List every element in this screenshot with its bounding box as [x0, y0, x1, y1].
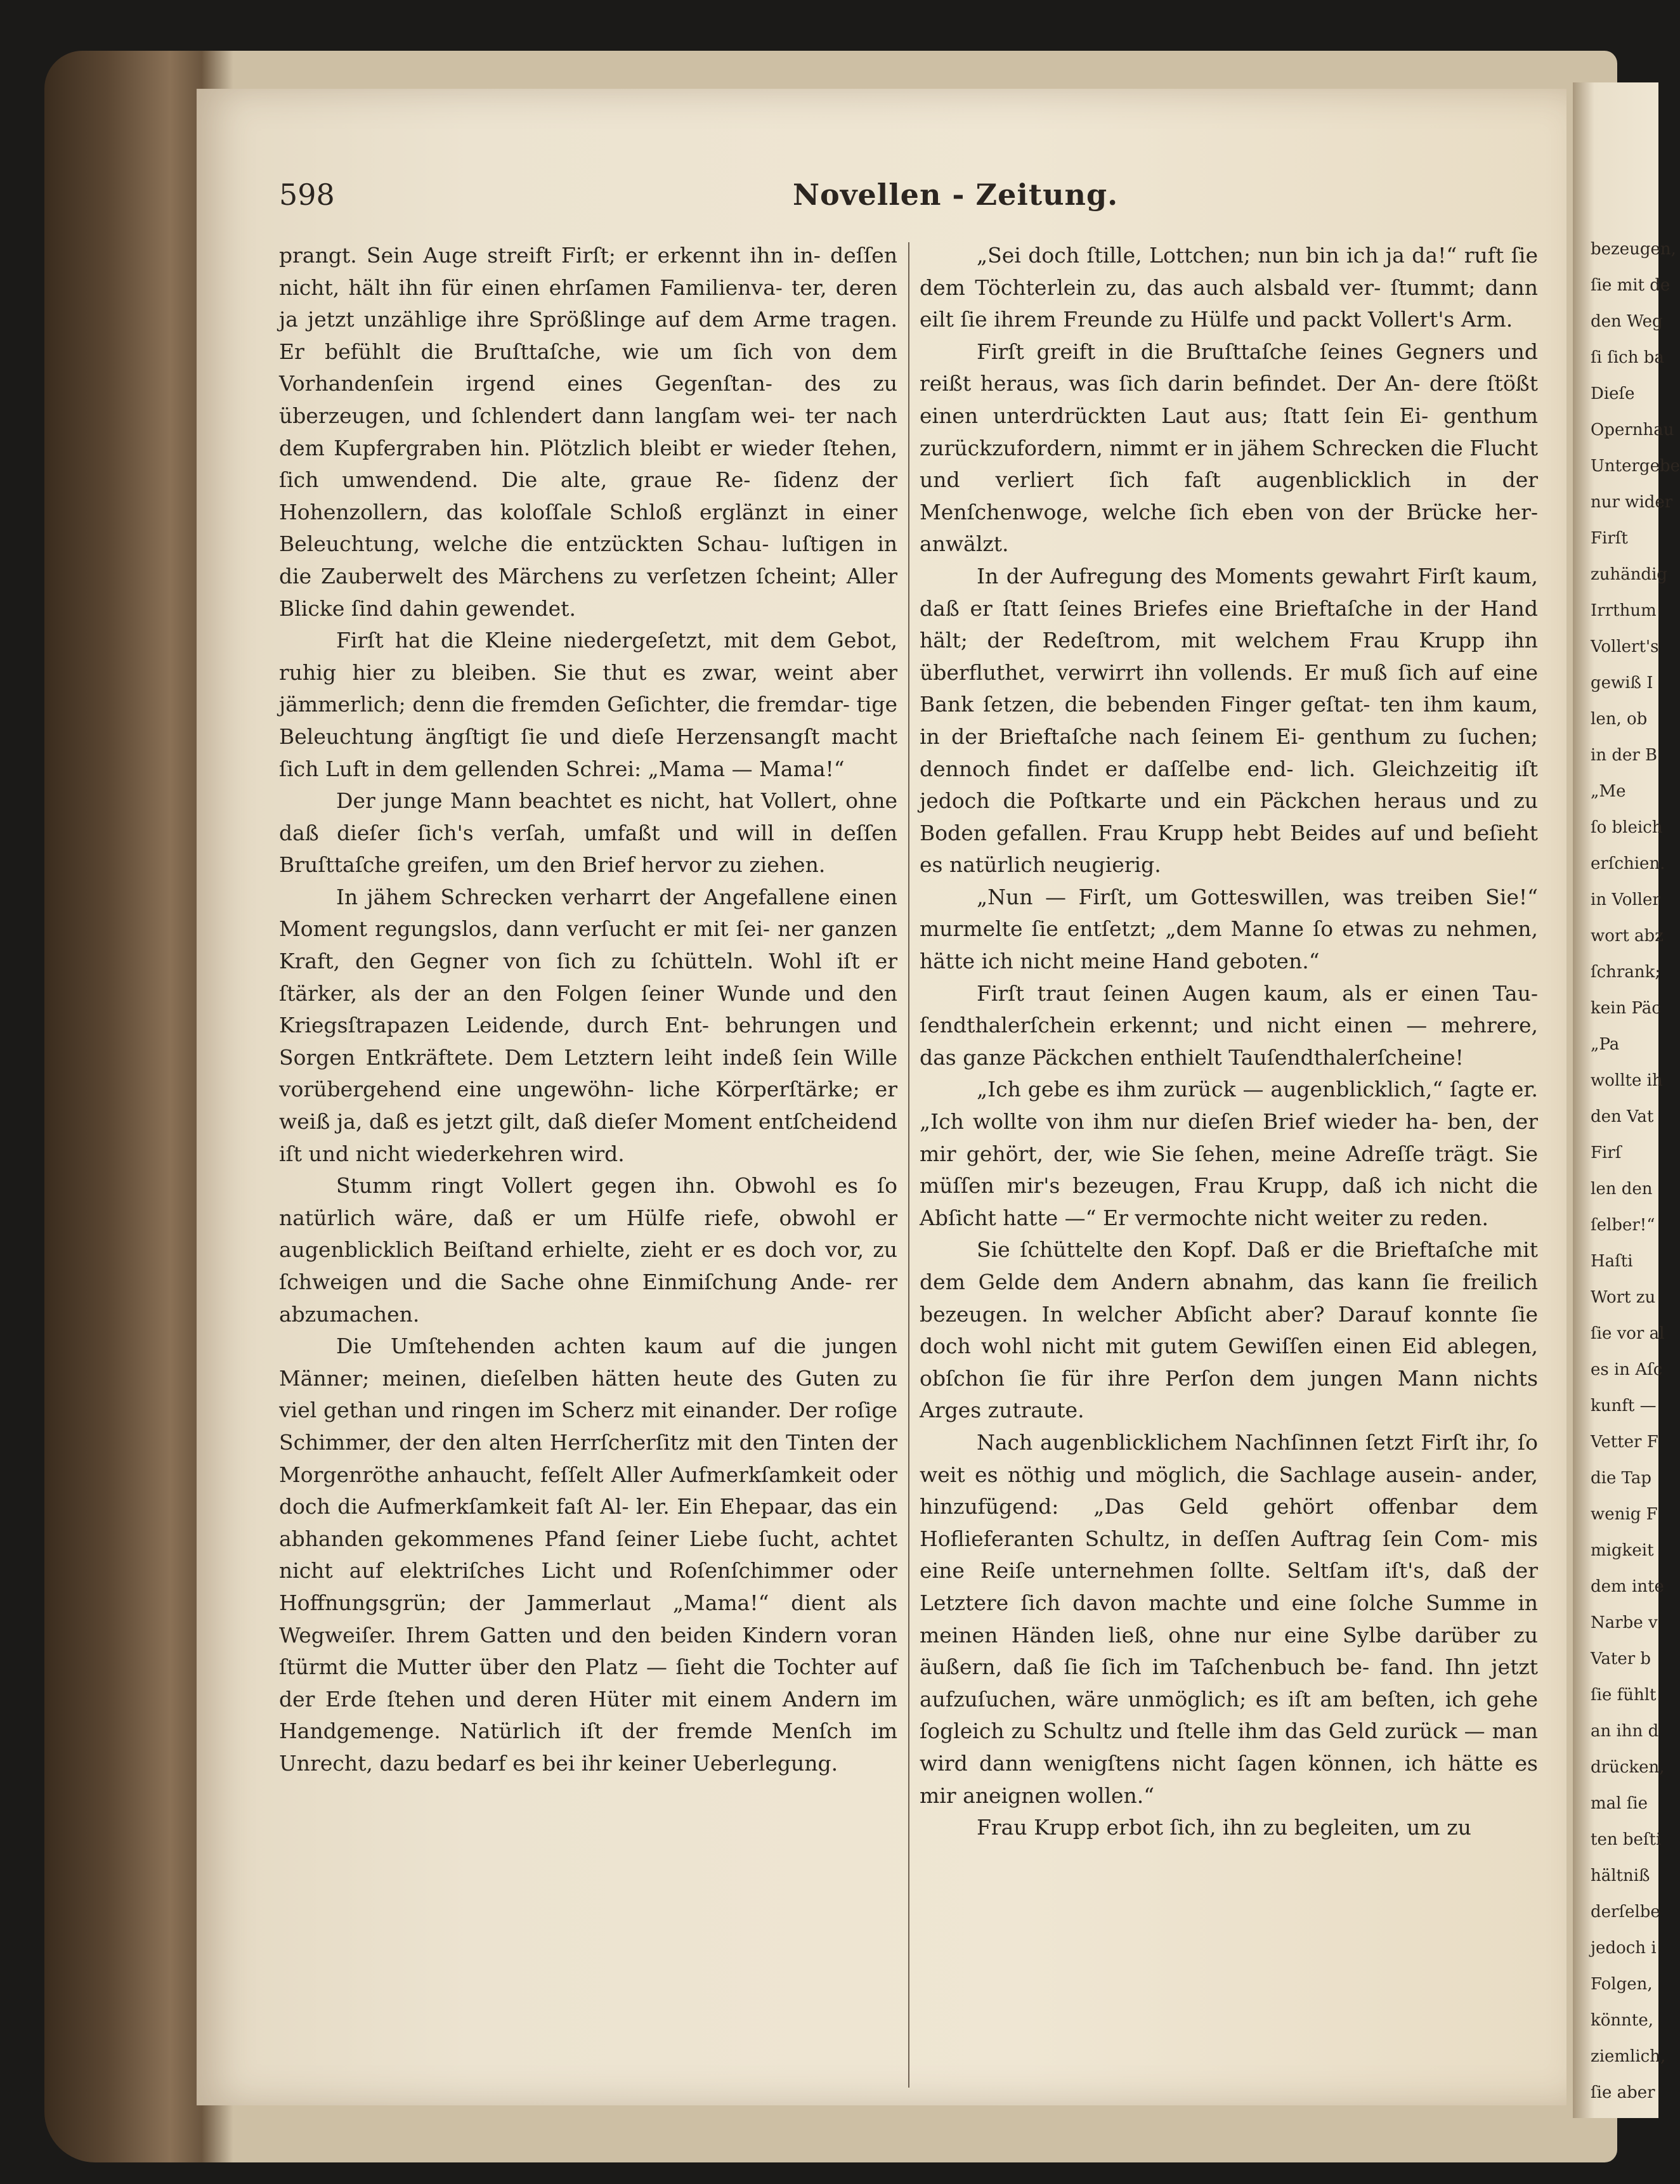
paragraph: „Ich gebe es ihm zurück — augenblicklich,“ ſagte er. „Ich wollte von ihm nur dieſen Brief wieder ha- ben, der mir gehört, der, wie Sie ſehen, meine Adreſſe trägt. Sie müſſen mir's bezeugen, Frau Krupp, daß ich nicht die Abſicht hatte —“ Er vermochte nicht weiter zu reden.	[920, 1077, 1538, 1230]
adjacent-page-fragment: wollte ih	[1591, 1071, 1663, 1090]
text-column-right	[920, 240, 1538, 1844]
adjacent-page-fragment: migkeit	[1591, 1541, 1654, 1560]
adjacent-page-fragment: kunft —	[1591, 1396, 1657, 1415]
adjacent-page-fragment: len den	[1591, 1180, 1653, 1199]
paragraph: prangt. Sein Auge streift Firſt; er erkennt ihn in- deſſen nicht, hält ihn für einen ehrſamen Familienva- ter, deren ja jetzt unzählige ihre Sprößlinge auf dem Arme tragen. Er befühlt die Bruſttaſche, wie um ſich von dem Vorhandenſein irgend eines Gegenſtan- des zu überzeugen, und ſchlendert dann langſam wei- ter nach dem Kupfergraben hin. Plötzlich bleibt er wieder ſtehen, ſich umwendend. Die alte, graue Re- ſidenz der Hohenzollern, das koloſſale Schloß erglänzt in einer Beleuchtung, welche die entzückten Schau- luſtigen in die Zauberwelt des Märchens zu verſetzen ſcheint; Aller Blicke ſind dahin gewendet.	[279, 243, 897, 621]
adjacent-page-fragment: derſelbe	[1591, 1902, 1660, 1921]
adjacent-page-fragment: Folgen,	[1591, 1975, 1653, 1994]
paragraph: Firſt hat die Kleine niedergeſetzt, mit dem Gebot, ruhig hier zu bleiben. Sie thut es zwar, weint aber jämmerlich; denn die fremden Geſichter, die fremdar- tige Beleuchtung ängſtigt ſie und dieſe Herzensangſt macht ſich Luft in dem gellenden Schrei: „Mama — Mama!“	[279, 628, 897, 781]
adjacent-page-fragment: zuhändig	[1591, 565, 1668, 584]
adjacent-page-fragment: ziemlich,	[1591, 2047, 1666, 2066]
adjacent-page-fragment: in der B	[1591, 746, 1658, 765]
adjacent-page-fragment: in Voller	[1591, 890, 1660, 909]
page-number: 598	[279, 178, 335, 212]
column-rule	[908, 242, 909, 2088]
adjacent-page-fragment: ſie aber	[1591, 2083, 1655, 2102]
paragraph: Nach augenblicklichem Nachſinnen ſetzt Firſt ihr, ſo weit es nöthig und möglich, die Sachlage ausein- ander, hinzufügend: „Das Geld gehört offenbar dem Hoflieferanten Schultz, in deſſen Auftrag ſein Com- mis eine Reiſe unternehmen ſollte. Seltſam iſt's, daß der Letztere ſich davon machte und eine ſolche Summe in meinen Händen ließ, ohne nur eine Sylbe darüber zu äußern, daß ſie ſich im Taſchenbuch be- fand. Ihn jetzt aufzuſuchen, wäre unmöglich; es iſt am beſten, ich gehe ſogleich zu Schultz und ſtelle ihm das Geld zurück — man wird dann wenigſtens nicht ſagen können, ich hätte es mir aneignen wollen.“	[920, 1429, 1538, 1808]
adjacent-page-fragment: den Vat	[1591, 1107, 1654, 1126]
adjacent-page-fragment: erſchien.	[1591, 854, 1665, 873]
adjacent-page-fragment: Firſt	[1591, 529, 1628, 548]
adjacent-page-fragment: wenig F	[1591, 1505, 1658, 1524]
adjacent-page-fragment: Irrthum	[1591, 601, 1657, 620]
adjacent-page-fragment: Vater b	[1591, 1649, 1651, 1668]
adjacent-page-fragment: nur wider	[1591, 493, 1673, 512]
adjacent-page-fragment: es in Aſc	[1591, 1360, 1663, 1379]
adjacent-page-fragment: ſo bleich	[1591, 818, 1663, 837]
adjacent-page-fragment: hältniß	[1591, 1866, 1650, 1885]
adjacent-page-fragment: bezeugen,	[1591, 240, 1676, 259]
adjacent-page-fragment: ſie mit de	[1591, 276, 1670, 295]
paragraph: In der Aufregung des Moments gewahrt Firſt kaum, daß er ſtatt ſeines Briefes eine Brieftaſche in der Hand hält; der Redeſtrom, mit welchem Frau Krupp ihn überfluthet, verwirrt ihn vollends. Er muß ſich auf eine Bank ſetzen, die bebenden Finger geſtat- ten ihm kaum, in der Brieftaſche nach ſeinem Ei- genthum zu ſuchen; dennoch findet er daſſelbe end- lich. Gleichzeitig iſt jedoch die Poſtkarte und ein Päckchen heraus und zu Boden gefallen. Frau Krupp hebt Beides auf und beſieht es natürlich neugierig.	[920, 563, 1538, 878]
adjacent-page-fragment: ſelber!“	[1591, 1216, 1655, 1235]
adjacent-page-fragment: Vollert's	[1591, 637, 1659, 656]
adjacent-page-fragment: ſie vor al	[1591, 1324, 1665, 1343]
paragraph: Frau Krupp erbot ſich, ihn zu begleiten, um zu	[977, 1815, 1471, 1840]
adjacent-page-fragment: len, ob	[1591, 710, 1648, 729]
adjacent-page-fragment: jedoch i	[1591, 1939, 1657, 1958]
adjacent-page-fragment: die Tap	[1591, 1469, 1652, 1488]
adjacent-page-fragment: Wort zu	[1591, 1288, 1656, 1307]
adjacent-page-fragment: ſie fühlt	[1591, 1686, 1657, 1705]
adjacent-page-fragment: mal ſie	[1591, 1794, 1648, 1813]
paragraph: In jähem Schrecken verharrt der Angefallene einen Moment regungslos, dann verſucht er mit ſei- ner ganzen Kraft, den Gegner von ſich zu ſchütteln. Wohl iſt er ſtärker, als der an den Folgen ſeiner Wunde und den Kriegsſtrapazen Leidende, durch Ent- behrungen und Sorgen Entkräftete. Dem Letztern leiht indeß ſein Wille vorübergehend eine ungewöhn- liche Körperſtärke; er weiß ja, daß es jetzt gilt, daß dieſer Moment entſcheidend iſt und nicht wiederkehren wird.	[279, 884, 897, 1166]
adjacent-page-fragment: ſi ſich ba	[1591, 348, 1664, 367]
adjacent-page-fragment: gewiß I	[1591, 673, 1653, 692]
paragraph: Firſt traut ſeinen Augen kaum, als er einen Tau- ſendthalerſchein erkennt; und nicht einen — mehrere, das ganze Päckchen enthielt Tauſendthalerſcheine!	[920, 980, 1538, 1070]
page-header	[279, 178, 1547, 216]
running-title: Novellen - Zeitung.	[793, 178, 1119, 212]
paragraph: „Nun — Firſt, um Gotteswillen, was treiben Sie!“ murmelte ſie entſetzt; „dem Manne ſo etwas zu nehmen, hätte ich nicht meine Hand geboten.“	[920, 884, 1538, 974]
adjacent-page-fragment: ten beſti	[1591, 1830, 1662, 1849]
text-column-left	[279, 240, 897, 1780]
adjacent-page-fragment: Vetter F	[1591, 1433, 1658, 1452]
adjacent-page-fragment: Narbe v	[1591, 1613, 1658, 1632]
adjacent-page-fragment: an ihn d	[1591, 1722, 1659, 1741]
adjacent-page-fragment: „Me	[1591, 782, 1626, 801]
adjacent-page-fragment: drücken,	[1591, 1758, 1665, 1777]
adjacent-page-fragment: könnte,	[1591, 2011, 1653, 2030]
paragraph: Die Umſtehenden achten kaum auf die jungen Männer; meinen, dieſelben hätten heute des Guten zu viel gethan und ringen im Scherz mit einander. Der roſige Schimmer, der den alten Herrſcherſitz mit den Tinten der Morgenröthe anhaucht, feſſelt Aller Aufmerkſamkeit oder doch die Aufmerkſamkeit faſt Al- ler. Ein Ehepaar, das ein abhanden gekommenes Pfand ſeiner Liebe ſucht, achtet nicht auf elektriſches Licht und Roſenſchimmer oder Hoffnungsgrün; der Jammerlaut „Mama!“ dient als Wegweiſer. Ihrem Gatten und den beiden Kindern voran ſtürmt die Mutter über den Platz — ſieht die Tochter auf der Erde ſtehen und deren Hüter mit einem Andern im Handgemenge. Natürlich iſt der fremde Menſch im Unrecht, dazu bedarf es bei ihr keiner Ueberlegung.	[279, 1334, 897, 1776]
paragraph: Firſt greift in die Bruſttaſche ſeines Gegners und reißt heraus, was ſich darin befindet. Der An- dere ſtößt einen unterdrückten Laut aus; ſtatt ſein Ei- genthum zurückzufordern, nimmt er in jähem Schrecken die Flucht und verliert ſich faſt augenblicklich in der Menſchenwoge, welche ſich eben von der Brücke her- anwälzt.	[920, 339, 1538, 557]
paragraph: Der junge Mann beachtet es nicht, hat Vollert, ohne daß dieſer ſich's verſah, umfaßt und will in deſſen Bruſttaſche greifen, um den Brief hervor zu ziehen.	[279, 788, 897, 878]
paragraph: „Sei doch ſtille, Lottchen; nun bin ich ja da!“ ruft ſie dem Töchterlein zu, das auch alsbald ver- ſtummt; dann eilt ſie ihrem Freunde zu Hülfe und packt Vollert's Arm.	[920, 243, 1538, 332]
adjacent-page-fragment: Untergebe	[1591, 457, 1680, 476]
adjacent-page-fragment: Opernhau	[1591, 420, 1674, 439]
adjacent-page-fragment: Haſti	[1591, 1252, 1633, 1271]
adjacent-page-fragment: Dieſe	[1591, 384, 1635, 403]
paragraph: Sie ſchüttelte den Kopf. Daß er die Brieftaſche mit dem Gelde dem Andern abnahm, das kann ſie freilich bezeugen. In welcher Abſicht aber? Darauf konnte ſie doch wohl nicht mit gutem Gewiſſen einen Eid ablegen, obſchon ſie für ihre Perſon dem jungen Mann nichts Arges zutraute.	[920, 1237, 1538, 1423]
adjacent-page-fragment: kein Päc	[1591, 999, 1661, 1018]
adjacent-page-fragment: dem inte	[1591, 1577, 1664, 1596]
adjacent-page-edge	[1573, 82, 1680, 2118]
adjacent-page-fragment: ſchrank;	[1591, 963, 1661, 982]
adjacent-page-fragment: den Weg	[1591, 312, 1663, 331]
adjacent-page-fragment: „Pa	[1591, 1035, 1620, 1054]
paragraph: Stumm ringt Vollert gegen ihn. Obwohl es ſo natürlich wäre, daß er um Hülfe riefe, obwohl er augenblicklich Beiſtand erhielte, zieht er es doch vor, zu ſchweigen und die Sache ohne Einmiſchung Ande- rer abzumachen.	[279, 1173, 897, 1327]
adjacent-page-fragment: wort abz	[1591, 926, 1664, 946]
adjacent-page-fragment: Firſ	[1591, 1143, 1622, 1162]
